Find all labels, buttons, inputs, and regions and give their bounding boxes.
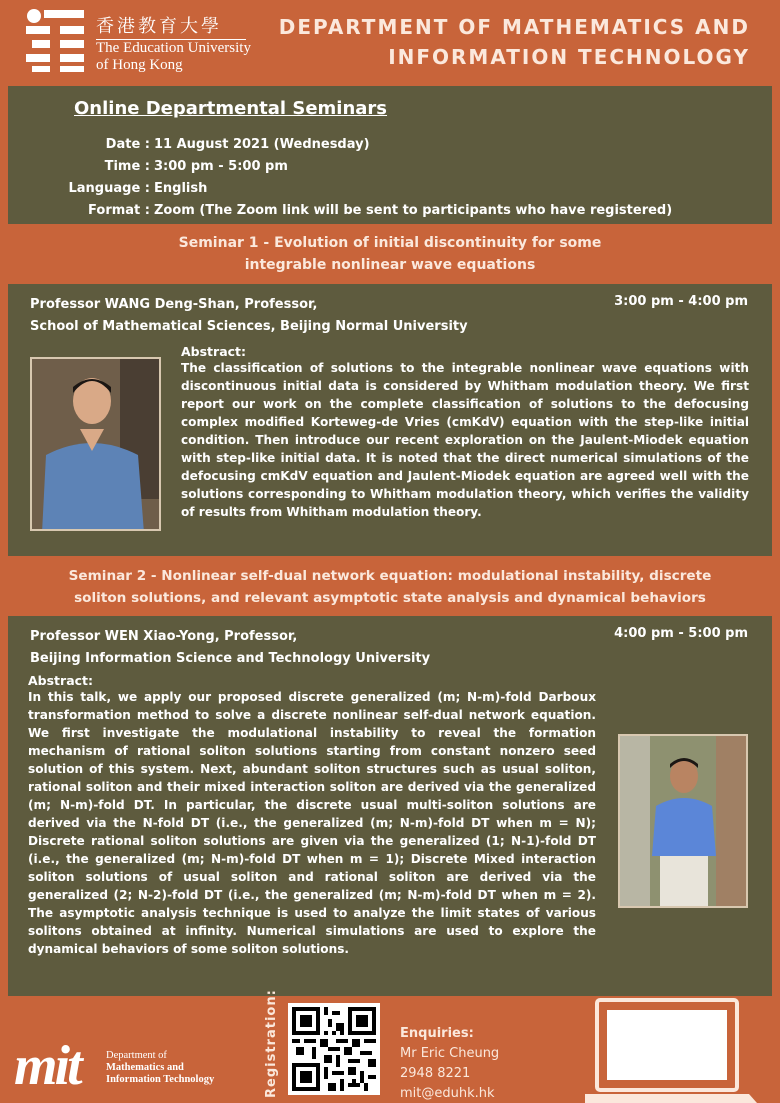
mit-logo-line2: Mathematics and: [106, 1062, 184, 1073]
seminar1-time: 3:00 pm - 4:00 pm: [614, 294, 748, 309]
event-format-value: Zoom (The Zoom link will be sent to participants who have registered): [154, 203, 673, 218]
seminar2-speaker-name: Professor WEN Xiao-Yong, Professor,: [30, 629, 298, 644]
enquiries-label: Enquiries:: [400, 1026, 474, 1041]
seminar1-speaker-affiliation: School of Mathematical Sciences, Beijing Normal University: [30, 319, 468, 334]
seminar2-abstract-box: [28, 673, 596, 958]
seminar1-speaker-name: Professor WANG Deng-Shan, Professor,: [30, 297, 318, 312]
seminar2-speaker: [30, 626, 430, 670]
contact-phone: 2948 8221: [400, 1066, 471, 1081]
seminar1-title-line2: integrable nonlinear wave equations: [244, 257, 536, 273]
seminar2-title: [0, 565, 780, 609]
seminar2-time: 4:00 pm - 5:00 pm: [614, 626, 748, 641]
registration-label: Registration:: [264, 989, 279, 1098]
seminar1-abstract-label: Abstract:: [181, 344, 247, 359]
laptop-icon: [585, 994, 765, 1103]
header: [0, 0, 780, 84]
seminar1-abstract-box: [181, 344, 749, 521]
event-date-label: Date :: [105, 137, 150, 152]
department-title-line1: DEPARTMENT OF MATHEMATICS AND: [278, 15, 750, 39]
mit-logo-line1: Department of: [106, 1050, 167, 1061]
seminar1-title: [0, 232, 780, 276]
eduhk-logo-text: [96, 12, 251, 74]
logo-chinese-name: 香港教育大學: [96, 16, 222, 36]
seminar2-title-line1: Seminar 2 - Nonlinear self-dual network equation: modulational instability, discrete: [68, 568, 712, 584]
logo-english-line2: of Hong Kong: [96, 57, 183, 73]
event-language-value: English: [154, 181, 208, 196]
seminar2-speaker-affiliation: Beijing Information Science and Technology University: [30, 651, 431, 666]
department-title-line2: INFORMATION TECHNOLOGY: [388, 45, 750, 69]
speaker-portrait-icon: [32, 359, 161, 531]
seminar2-abstract: In this talk, we apply our proposed discrete generalized (m; N-m)-fold Darboux transformation method to solve a discrete nonlinear self-dual network equation. We first investigate the modulational instability to reveal the formation mechanism of rational soliton solutions starting from constant nonzero seed solution of this system. Next, abundant soliton structures such as usual soliton, rational soliton and their mixed interaction soliton are derived via the generalized (m; N-m)-fold DT. In particular, the discrete usual multi-soliton solutions are derived via the N-fold DT (i.e., the generalized (m; N-m)-fold DT when m = N); Discrete rational soliton solutions are given via the generalized (1; N-1)-fold DT (i.e., the generalized (m; N-m)-fold DT when m = 1); Discrete Mixed interaction soliton solutions of usual soliton and rational soliton are derived via the generalized (2; N-2)-fold DT (i.e., the generalized (m; N-m)-fold DT when m = 2). The asymptotic analysis technique is used to analyze the limit states of various solitons obtained at infinity. Numerical simulations are used to explore the dynamical behaviors of some soliton solutions.: [28, 690, 596, 956]
contact-email[interactable]: mit@eduhk.hk: [400, 1086, 495, 1101]
speaker-portrait-icon: [620, 736, 748, 908]
mit-logo-text: [106, 1050, 214, 1086]
seminar1-panel: [8, 284, 772, 556]
logo-english-line1: The Education University: [96, 40, 251, 56]
eduhk-logo-icon: [24, 8, 86, 74]
event-format-row: [8, 200, 672, 222]
seminar1-title-line1: Seminar 1 - Evolution of initial discontinuity for some: [178, 235, 602, 251]
enquiries: [400, 1024, 499, 1103]
mit-logo-mark: mit: [14, 1035, 80, 1097]
seminar1-abstract: The classification of solutions to the integrable nonlinear wave equations with discontinuous initial data is considered by Whitham modulation theory. We first report our work on the complete classification of solutions to the defocusing complex modified Korteweg-de Vries (cmKdV) equation with the step-like initial condition. Then introduce our recent exploration on the Jaulent-Miodek equation with step-like initial data. It is noted that the direct numerical simulations of the defocusing cmKdV equation and Jaulent-Miodek equation are agreed well with the solutions corresponding to Whitham modulation theory, which verifies the validity of results from Whitham modulation theory.: [181, 361, 749, 519]
department-title: [279, 12, 750, 72]
seminar1-speaker: [30, 294, 468, 338]
contact-name: Mr Eric Cheung: [400, 1046, 500, 1061]
event-time-row: [8, 156, 672, 178]
event-time-value: 3:00 pm - 5:00 pm: [154, 159, 288, 174]
event-date-value: 11 August 2021 (Wednesday): [154, 137, 370, 152]
seminar2-speaker-photo: [618, 734, 748, 908]
mit-department-logo: [14, 1034, 215, 1098]
registration-qr-code[interactable]: [288, 1003, 380, 1095]
event-title: Online Departmental Seminars: [74, 98, 388, 119]
event-details: [8, 134, 672, 222]
event-info-panel: [8, 86, 772, 224]
seminar2-title-line2: soliton solutions, and relevant asymptotic state analysis and dynamical behaviors: [74, 590, 706, 606]
mit-logo-line3: Information Technology: [106, 1074, 215, 1085]
event-time-label: Time :: [104, 159, 150, 174]
event-date-row: [8, 134, 672, 156]
event-format-label: Format :: [88, 203, 150, 218]
event-language-row: [8, 178, 672, 200]
seminar1-speaker-photo: [30, 357, 161, 531]
event-language-label: Language :: [68, 181, 150, 196]
seminar2-abstract-label: Abstract:: [28, 673, 94, 688]
qr-code-icon: [292, 1007, 376, 1091]
seminar2-panel: [8, 616, 772, 996]
